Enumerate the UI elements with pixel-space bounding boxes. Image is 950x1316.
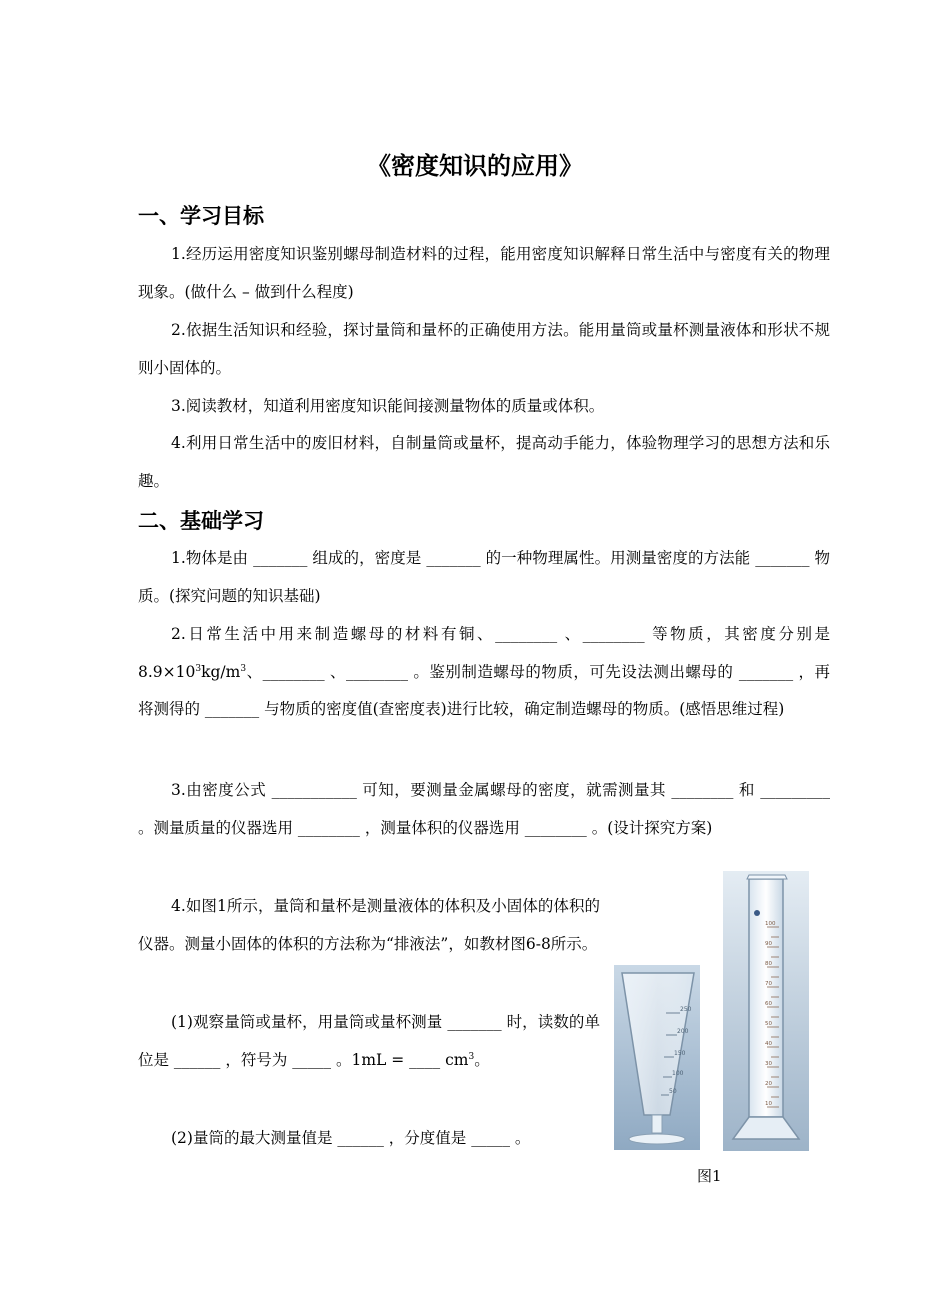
basics-question-3: 3.由密度公式 ___________ 可知，要测量金属螺母的密度，就需测量其 ________ 和 _________ 。测量质量的仪器选用 ________ ，测量体积的仪器选用 ________ 。(设计探究方案) [138, 781, 830, 837]
section-heading-basics: 二、基础学习 [138, 509, 264, 533]
basics-question-4-2: (2)量筒的最大测量值是 ______ ，分度值是 _____ 。 [171, 1129, 531, 1147]
cylinder-tick-label: 30 [765, 1061, 772, 1067]
measuring-beaker-image [614, 965, 700, 1150]
beaker-tick-label: 150 [674, 1050, 686, 1057]
cylinder-tick-label: 60 [765, 1001, 772, 1007]
objective-2: 2.依据生活知识和经验，探讨量筒和量杯的正确使用方法。能用量筒或量杯测量液体和形状不规则小固体的。 [138, 321, 830, 377]
basics-question-2 [138, 616, 830, 729]
q2-superscript-1: 3 [195, 663, 202, 674]
q2-superscript-2: 3 [240, 663, 247, 674]
basics-question-1: 1.物体是由 _______ 组成的，密度是 _______ 的一种物理属性。用测量密度的方法能 _______ 物质。(探究问题的知识基础) [138, 549, 830, 605]
basics-question-4: 4.如图1所示，量筒和量杯是测量液体的体积及小固体的体积的仪器。测量小固体的体积的方法称为“排液法”，如教材图6-8所示。 [138, 897, 600, 953]
beaker-tick-label: 50 [669, 1088, 677, 1095]
cylinder-tick-label: 70 [765, 981, 772, 987]
q4-1-text-a: (1)观察量筒或量杯，用量筒或量杯测量 _______ 时，读数的单位是 ______ ，符号为 _____ 。1mL = ____ cm [138, 1013, 600, 1069]
measuring-cylinder-image [723, 871, 809, 1151]
cylinder-tick-label: 100 [765, 921, 776, 927]
objective-4: 4.利用日常生活中的废旧材料，自制量筒或量杯，提高动手能力，体验物理学习的思想方法和乐趣。 [138, 434, 830, 490]
q2-text-a: 2.日常生活中用来制造螺母的材料有铜、________ 、________ 等物质，其密度分别是8.9×10 [138, 625, 830, 681]
q4-1-text-b: 。 [474, 1050, 490, 1069]
figure-caption: 图1 [697, 1167, 722, 1185]
cylinder-tick-label: 90 [765, 941, 772, 947]
cylinder-tick-label: 20 [765, 1081, 772, 1087]
beaker-tick-label: 200 [677, 1028, 689, 1035]
basics-question-4-1 [138, 1004, 600, 1079]
q4-1-superscript: 3 [468, 1051, 475, 1062]
beaker-tick-label: 250 [680, 1006, 692, 1013]
objective-1: 1.经历运用密度知识鉴别螺母制造材料的过程，能用密度知识解释日常生活中与密度有关的物理现象。(做什么 – 做到什么程度) [138, 245, 830, 301]
q2-text-c: 、________ 、________ 。鉴别制造螺母的物质，可先设法测出螺母的 _______ ，再将测得的 _______ 与物质的密度值(查密度表)进行比较，确定制造螺母的物质。(感悟思维过程) [138, 662, 830, 718]
objective-3: 3.阅读教材，知道利用密度知识能间接测量物体的质量或体积。 [171, 397, 605, 415]
section-heading-objectives: 一、学习目标 [138, 204, 264, 228]
cylinder-tick-label: 40 [765, 1041, 772, 1047]
cylinder-tick-label: 50 [765, 1021, 772, 1027]
cylinder-tick-label: 10 [765, 1101, 772, 1107]
page-title: 《密度知识的应用》 [367, 152, 583, 180]
q2-text-b: kg/m [201, 662, 241, 681]
cylinder-tick-label: 80 [765, 961, 772, 967]
beaker-tick-label: 100 [672, 1070, 684, 1077]
